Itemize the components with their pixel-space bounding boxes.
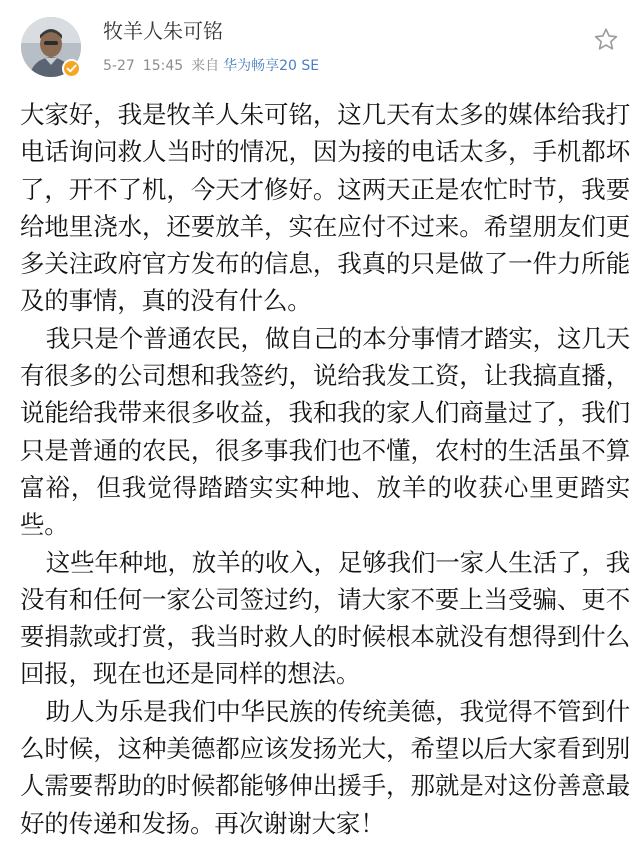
post-device-link[interactable]: 华为畅享20 SE	[223, 58, 320, 74]
post-source-label: 来自	[191, 58, 220, 74]
star-outline-icon	[592, 26, 620, 54]
post-paragraph-3: 这些年种地，放羊的收入，足够我们一家人生活了，我没有和任何一家公司签过约，请大家不要上当受骗、更不要捐款或打赏，我当时救人的时候根本就没有想得到什么回报，现在也还是同样的想法。	[20, 547, 630, 689]
post-paragraph-1: 大家好，我是牧羊人朱可铭，这几天有太多的媒体给我打电话询问救人当时的情况，因为接的电话太多，手机都坏了，开不了机，今天才修好。这两天正是农忙时节，我要给地里浇水，还要放羊，实在应付不过来。希望朋友们更多关注政府官方发布的信息，我真的只是做了一件力所能及的事情，真的没有什么。	[20, 100, 630, 316]
verified-badge-icon	[62, 59, 81, 78]
post-body	[20, 96, 630, 842]
post-paragraph-2: 我只是个普通农民，做自己的本分事情才踏实，这几天有很多的公司想和我签约，说给我发工资，让我搞直播，说能给我带来很多收益，我和我的家人们商量过了，我们只是普通的农民，很多事我们也不懂，农村的生活虽不算富裕，但我觉得踏踏实实种地、放羊的收获心里更踏实些。	[20, 323, 630, 540]
post-header	[0, 0, 640, 90]
favorite-button[interactable]	[592, 26, 620, 54]
author-name[interactable]: 牧羊人朱可铭	[103, 19, 223, 43]
post-date: 5-27	[103, 58, 135, 74]
post-paragraph-4: 助人为乐是我们中华民族的传统美德，我觉得不管到什么时候，这种美德都应该发扬光大，希望以后大家看到别人需要帮助的时候都能够伸出援手，那就是对这份善意最好的传递和发扬。再次谢谢大家！	[20, 696, 630, 838]
post-meta	[103, 56, 319, 76]
post-time: 15:45	[142, 58, 184, 74]
